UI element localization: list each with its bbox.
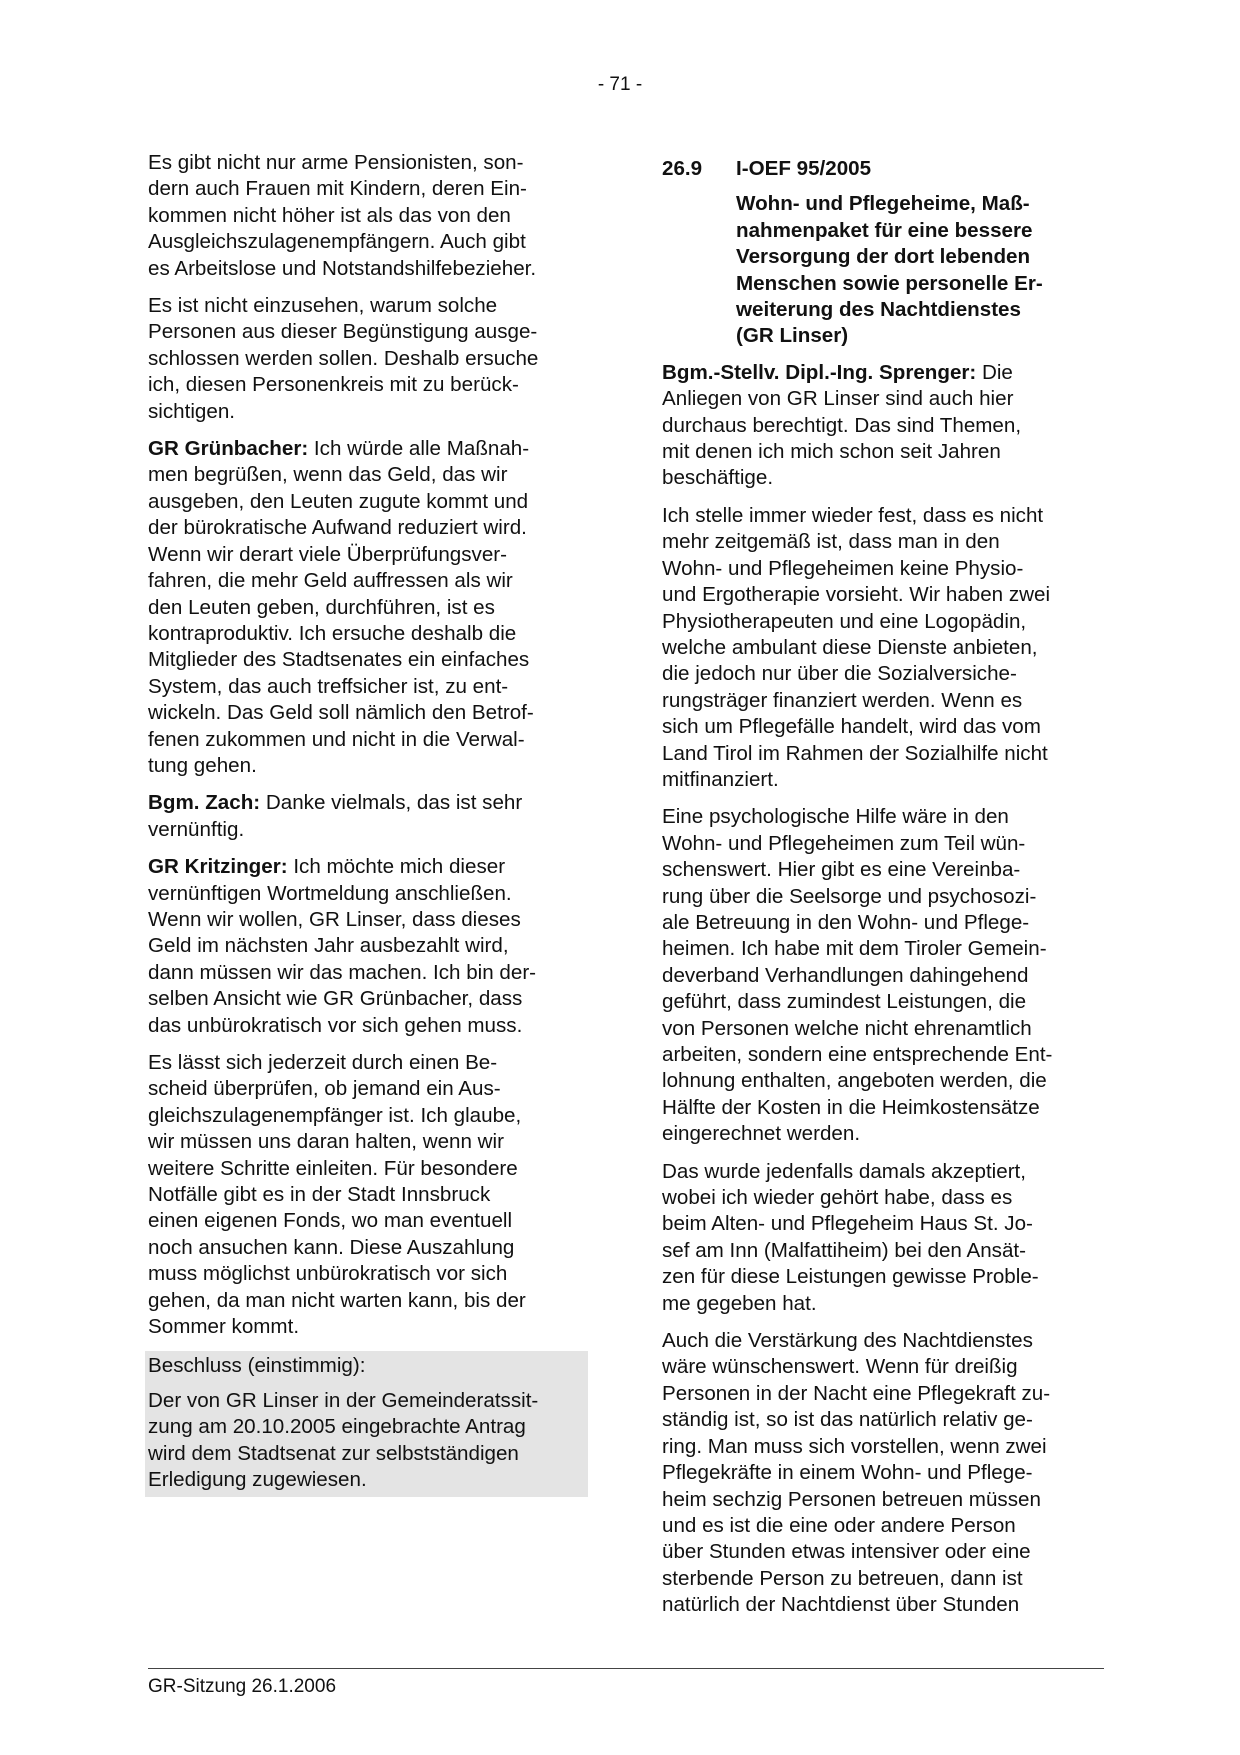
paragraph: Das wurde jedenfalls damals akzeptiert, wobei ich wieder gehört habe, dass es beim Alten- und Pflegeheim Haus St. Jo- sef am Inn (Malfattiheim) bei den Ansät- zen für diese Leistungen gewisse Proble- me gegeben hat. bbox=[662, 1159, 1039, 1315]
paragraph: Eine psychologische Hilfe wäre in den Wohn- und Pflegeheimen zum Teil wün- schenswert. Hier gibt es eine Vereinba- rung über die Seelsorge und psychosozi- ale Betreuung in den Wohn- und Pflege- heimen. Ich habe mit dem Tiroler Gemein- deverband Verhandlungen dahingehend geführt, dass zumindest Leistungen, die von Personen welche nicht ehrenamtlich arbeiten, sondern eine entsprechende Ent- lohnung enthalten, angeboten werden, die Hälfte der Kosten in die Heimkostensätze eingerechnet werden. bbox=[662, 805, 1053, 1146]
resolution-title: Beschluss (einstimmig): bbox=[148, 1354, 366, 1378]
speaker-name: Bgm. Zach: bbox=[148, 791, 261, 815]
agenda-item-title: Wohn- und Pflegeheime, Maß- nahmenpaket für eine bessere Versorgung der dort lebenden Menschen sowie personelle Er- weiterung des Nachtdienstes (GR Linser) bbox=[736, 192, 1043, 348]
speaker-name: GR Grünbacher: bbox=[148, 437, 309, 461]
speech-sprenger: Bgm.-Stellv. Dipl.-Ing. Sprenger: Die Anliegen von GR Linser sind auch hier durchaus berechtigt. Das sind Themen, mit denen ich mich schon seit Jahren beschäftige. bbox=[662, 360, 1022, 490]
speech-zach: Bgm. Zach: Danke vielmals, das ist sehr vernünftig. bbox=[148, 791, 523, 841]
paragraph: Ich stelle immer wieder fest, dass es nicht mehr zeitgemäß ist, dass man in den Wohn- und Pflegeheimen keine Physio- und Ergotherapie vorsieht. Wir haben zwei Physiotherapeuten und eine Logopädin, welche ambulant diese Dienste anbieten, die jedoch nur über die Sozialversiche- rungsträger finanziert werden. Wenn es sich um Pflegefälle handelt, wird das vom Land Tirol im Rahmen der Sozialhilfe nicht mitfinanziert. bbox=[662, 503, 1051, 791]
footer-divider bbox=[148, 1668, 1104, 1669]
page-number: - 71 - bbox=[597, 74, 643, 95]
agenda-item-number: 26.9 bbox=[662, 157, 703, 180]
speech-gruenbacher: GR Grünbacher: Ich würde alle Maßnah- men begrüßen, wenn das Geld, das wir ausgeben, den Leuten zugute kommt und der bürokratische Aufwand reduziert wird. Wenn wir derart viele Überprüfungsver- fahren, die mehr Geld auffressen als wir den Leuten geben, durchführen, ist es kontraproduktiv. Ich ersuche deshalb die Mitglieder des Stadtsenates ein einfaches System, das auch treffsicher ist, zu ent- wickeln. Das Geld soll nämlich den Betrof- fenen zukommen und nicht in die Verwal- tung gehen. bbox=[148, 437, 534, 777]
paragraph: Auch die Verstärkung des Nachtdienstes wäre wünschenswert. Wenn für dreißig Personen in der Nacht eine Pflegekraft zu- ständig ist, so ist das natürlich relativ ge- ring. Man muss sich vorstellen, wenn zwei Pflegekräfte in einem Wohn- und Pflege- heim sechzig Personen betreuen müssen und es ist die eine oder andere Person über Stunden etwas intensiver oder eine sterbende Person zu betreuen, dann ist natürlich der Nachtdienst über Stunden bbox=[662, 1329, 1051, 1617]
agenda-item-code: I-OEF 95/2005 bbox=[736, 157, 872, 180]
speaker-name: Bgm.-Stellv. Dipl.-Ing. Sprenger: bbox=[662, 360, 977, 384]
footer-text: GR-Sitzung 26.1.2006 bbox=[148, 1676, 337, 1697]
left-column bbox=[148, 150, 588, 1497]
paragraph: Es gibt nicht nur arme Pensionisten, son- dern auch Frauen mit Kindern, deren Ein- kommen nicht höher ist als das von den Ausgleichszulagenempfängern. Auch gibt es Arbeitslose und Notstandshilfebezieher. bbox=[148, 151, 537, 280]
agenda-item-heading bbox=[662, 156, 1102, 350]
paragraph: Es ist nicht einzusehen, warum solche Personen aus dieser Begünstigung ausge- schlossen werden sollen. Deshalb ersuche ich, diesen Personenkreis mit zu berück- sichtigen. bbox=[148, 294, 539, 423]
right-column bbox=[662, 150, 1102, 1630]
paragraph: Es lässt sich jederzeit durch einen Be- scheid überprüfen, ob jemand ein Aus- gleichszulagenempfänger ist. Ich glaube, wir müssen uns daran halten, wenn wir weitere Schritte einleiten. Für besondere Notfälle gibt es in der Stadt Innsbruck einen eigenen Fonds, wo man eventuell noch ansuchen kann. Diese Auszahlung muss möglichst unbürokratisch vor sich gehen, da man nicht warten kann, bis der Sommer kommt. bbox=[148, 1051, 526, 1339]
resolution-box bbox=[145, 1351, 588, 1496]
speech-kritzinger: GR Kritzinger: Ich möchte mich dieser vernünftigen Wortmeldung anschließen. Wenn wir wollen, GR Linser, dass dieses Geld im nächsten Jahr ausbezahlt wird, dann müssen wir das machen. Ich bin der- selben Ansicht wie GR Grünbacher, dass das unbürokratisch vor sich gehen muss. bbox=[148, 855, 537, 1037]
resolution-text: Der von GR Linser in der Gemeinderatssit- zung am 20.10.2005 eingebrachte Antrag wird dem Stadtsenat zur selbstständigen Erledigung zugewiesen. bbox=[148, 1388, 539, 1492]
speaker-name: GR Kritzinger: bbox=[148, 855, 288, 879]
